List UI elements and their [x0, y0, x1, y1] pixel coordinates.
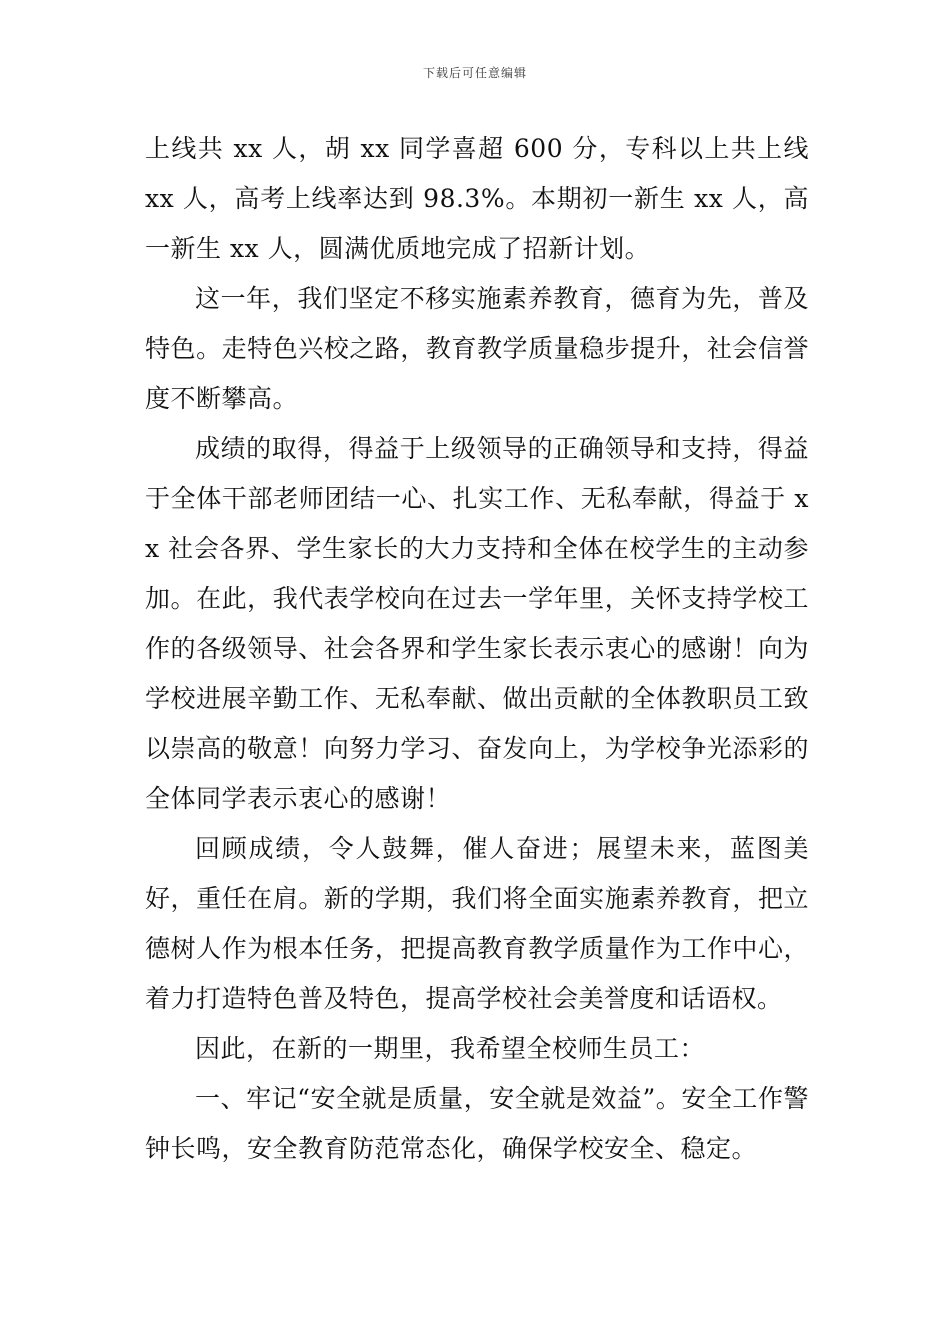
paragraph-hope-intro: 因此，在新的一期里，我希望全校师生员工： — [195, 1034, 706, 1063]
paragraph-quality-education: 这一年，我们坚定不移实施素养教育，德育为先，普及特色。走特色兴校之路，教育教学质量稳步提升，社会信誉度不断攀高。 — [145, 284, 809, 413]
paragraph-safety: 一、牢记“安全就是质量，安全就是效益”。安全工作警钟长鸣，安全教育防范常态化，确保学校安全、稳定。 — [145, 1084, 809, 1163]
paragraph-continuation: 上线共 xx 人，胡 xx 同学喜超 600 分，专科以上共上线 xx 人，高考上线率达到 98.3%。本期初一新生 xx 人，高一新生 xx 人，圆满优质地完成了招新计划。 — [145, 134, 809, 263]
document-body — [145, 124, 809, 1174]
page-header: 下载后可任意编辑 — [422, 66, 527, 80]
paragraph-outlook: 回顾成绩，令人鼓舞，催人奋进；展望未来，蓝图美好，重任在肩。新的学期，我们将全面实施素养教育，把立德树人作为根本任务，把提高教育教学质量作为工作中心，着力打造特色普及特色，提高学校社会美誉度和话语权。 — [145, 834, 809, 1013]
paragraph-achievements-thanks: 成绩的取得，得益于上级领导的正确领导和支持，得益于全体干部老师团结一心、扎实工作、无私奉献，得益于 xx 社会各界、学生家长的大力支持和全体在校学生的主动参加。在此，我代表学校向在过去一学年里，关怀支持学校工作的各级领导、社会各界和学生家长表示衷心的感谢！向为学校进展辛勤工作、无私奉献、做出贡献的全体教职员工致以崇高的敬意！向努力学习、奋发向上，为学校争光添彩的全体同学表示衷心的感谢！ — [145, 434, 809, 813]
